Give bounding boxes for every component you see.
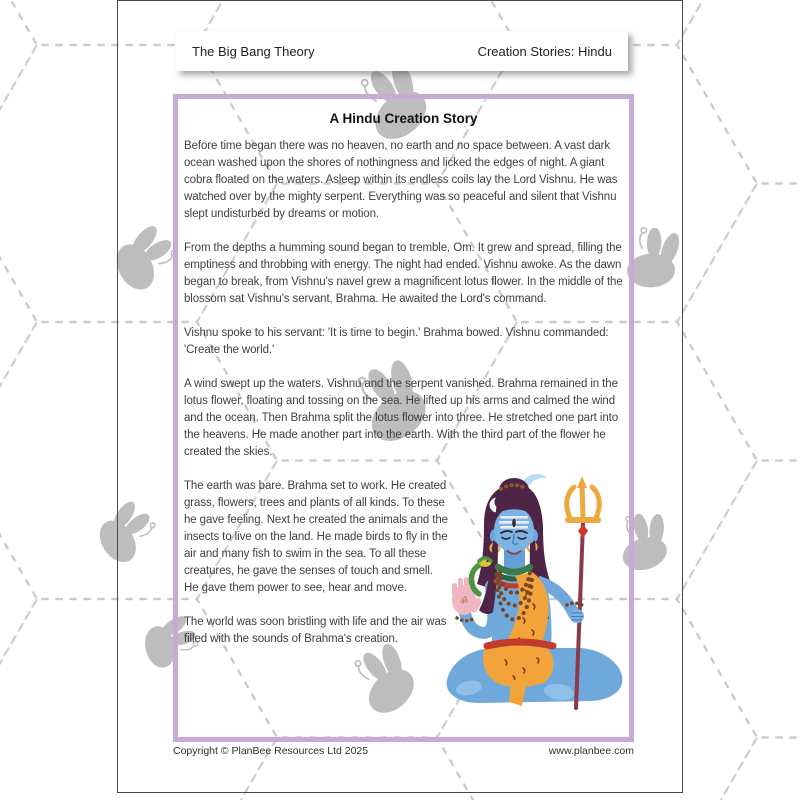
page-title: A Hindu Creation Story [329, 111, 478, 126]
story-paragraph-2: From the depths a humming sound began to tremble, Om. It grew and spread, filling the emptiness and throbbing with energy. The night had ended. Vishnu awoke. As the dawn began to break, from Vishnu's navel grew a magnificent lotus flower. In the middle of the blossom sat Vishnu's servant, Brahma. He awaited the Lord's command. [184, 242, 623, 305]
shiva-illustration [435, 472, 635, 722]
shiva-figure [453, 478, 623, 714]
story-box [173, 94, 634, 742]
story-paragraph-6: The world was soon bristling with life and the air was filled with the sounds of Brahma's creation. [184, 616, 447, 645]
footer-copyright: Copyright © PlanBee Resources Ltd 2025 [173, 745, 369, 757]
worksheet-page [117, 0, 683, 793]
header-unit-title: The Big Bang Theory [192, 43, 315, 59]
story-paragraph-1: Before time began there was no heaven, no earth and no space between. A vast dark ocean washed upon the shores of nothingness and licked the edges of night. A giant cobra floated on the waters. Asleep within its endless coils lay the Lord Vishnu. He was watched over by the mighty serpent. Everything was so peaceful and silent that Vishnu slept undisturbed by dreams or motion. [184, 140, 618, 220]
third-eye [512, 519, 516, 527]
footer-website: www.planbee.com [548, 745, 634, 757]
header-bar [176, 31, 628, 71]
page-footer [173, 745, 634, 757]
om-symbol: ॐ [459, 596, 469, 606]
story-text [184, 138, 623, 648]
story-paragraph-3: Vishnu spoke to his servant: 'It is time to begin.' Brahma bowed. Vishnu commanded: 'Create the world.' [184, 327, 609, 356]
header-lesson-title: Creation Stories: Hindu [477, 43, 612, 59]
story-paragraph-4: A wind swept up the waters. Vishnu and the serpent vanished. Brahma remained in the lotus flower, floating and tossing on the sea. He lifted up his arms and calmed the wind and the ocean. Then Brahma split the lotus flower into three. He stretched one part into the heavens. He made another part into the earth. With the third part of the flower he created the skies. [184, 378, 619, 458]
story-paragraph-5: The earth was bare. Brahma set to work. He created grass, flowers, trees and plants of all kinds. To these he gave feeling. Next he created the animals and the insects to live on the land. He made birds to fly in the air and many fish to swim in the sea. To all these creatures, he gave the senses of touch and smell. He gave them power to see, hear and move. [184, 480, 448, 594]
